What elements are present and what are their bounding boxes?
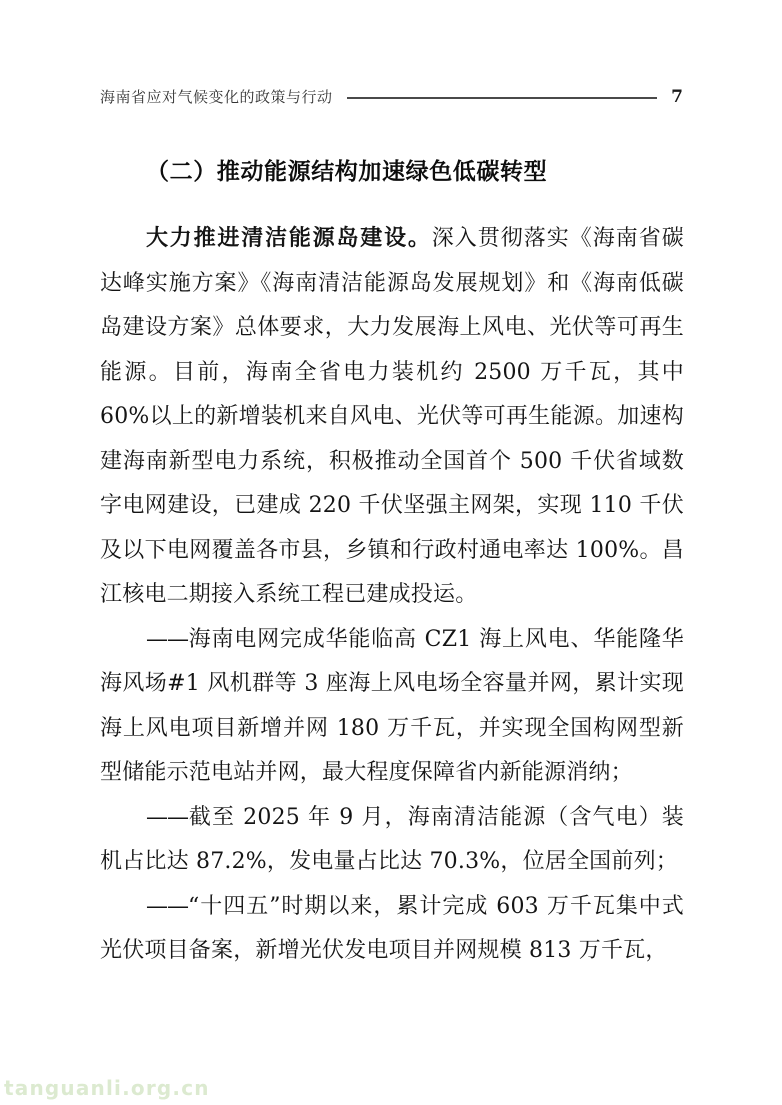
- paragraph-3: [100, 796, 684, 885]
- em-dash-marker: ——: [146, 804, 188, 830]
- em-dash-marker: ——: [146, 626, 188, 652]
- header-rule: [347, 97, 657, 99]
- page-number: 7: [671, 87, 683, 107]
- site-watermark: tanguanli.org.cn: [4, 1076, 210, 1100]
- running-header: [100, 82, 683, 112]
- paragraph-2: [100, 618, 684, 796]
- paragraph-lead-in: 大力推进清洁能源岛建设。: [146, 225, 432, 251]
- section-heading: （二）推动能源结构加速绿色低碳转型: [146, 158, 548, 185]
- paragraph-4: [100, 885, 684, 974]
- paragraph-1: [100, 216, 684, 618]
- paragraph-body: 截至 2025 年 9 月，海南清洁能源（含气电）装机占比达 87.2%，发电量占比达 70.3%，位居全国前列；: [100, 804, 684, 874]
- paragraph-body: “十四五”时期以来，累计完成 603 万千瓦集中式光伏项目备案，新增光伏发电项目并网规模 813 万千瓦，: [100, 893, 684, 963]
- em-dash-marker: ——: [146, 893, 188, 919]
- document-body: [100, 150, 684, 974]
- header-title: 海南省应对气候变化的政策与行动: [100, 88, 333, 106]
- paragraph-body: 海南电网完成华能临高 CZ1 海上风电、华能隆华海风场#1 风机群等 3 座海上风电场全容量并网，累计实现海上风电项目新增并网 180 万千瓦，并实现全国构网型新型储能示范电站并网，最大程度保障省内新能源消纳；: [100, 626, 684, 785]
- paragraph-body: 深入贯彻落实《海南省碳达峰实施方案》《海南清洁能源岛发展规划》和《海南低碳岛建设方案》总体要求，大力发展海上风电、光伏等可再生能源。目前，海南全省电力装机约 2500 万千瓦，其中 60%以上的新增装机来自风电、光伏等可再生能源。加速构建海南新型电力系统，积极推动全国首个 500 千伏省域数字电网建设，已建成 220 千伏坚强主网架，实现 110 千伏及以下电网覆盖各市县，乡镇和行政村通电率达 100%。昌江核电二期接入系统工程已建成投运。: [100, 226, 684, 607]
